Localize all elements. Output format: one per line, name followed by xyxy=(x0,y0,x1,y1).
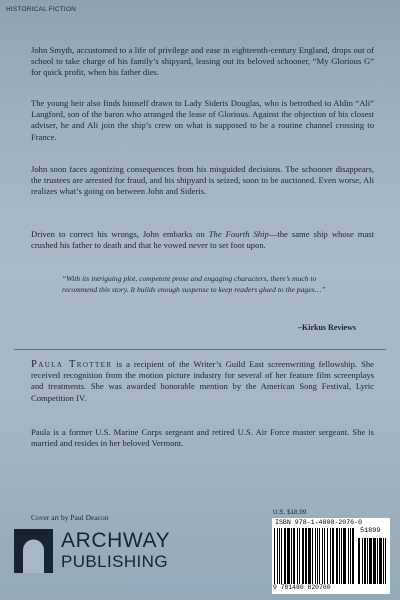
author-bio-1 xyxy=(31,359,374,404)
isbn-text: ISBN 978-1-4808-2076-0 xyxy=(275,519,363,526)
barcode-bar xyxy=(327,528,328,584)
blurb-paragraph-1 xyxy=(31,45,374,79)
barcode-bar xyxy=(369,538,372,584)
barcode-bar xyxy=(312,528,313,584)
addon-barcode-bars xyxy=(358,538,387,584)
barcode-bar xyxy=(279,528,280,584)
barcode-bar xyxy=(373,538,376,584)
barcode-digits: 9 781480 820760 xyxy=(273,584,331,591)
ean-barcode-bars xyxy=(274,528,356,584)
barcode-bar xyxy=(291,528,292,584)
blurb-paragraph-3 xyxy=(31,164,374,198)
cover-art-credit: Cover art by Paul Deacon xyxy=(31,513,109,522)
barcode-bar xyxy=(358,538,360,584)
barcode-bar xyxy=(274,528,275,584)
barcode-bar xyxy=(367,538,368,584)
barcode-bar xyxy=(332,528,334,584)
barcode-bar xyxy=(377,538,378,584)
barcode-bar xyxy=(302,528,304,584)
barcode-bar xyxy=(281,528,282,584)
barcode-bar xyxy=(348,528,349,584)
blurb-paragraph-2 xyxy=(31,98,374,143)
blurb-text-4 xyxy=(31,229,374,251)
review-source: –Kirkus Reviews xyxy=(298,323,356,332)
blurb-paragraph-4 xyxy=(31,229,374,251)
blurb-text-1: John Smyth, accustomed to a life of privilege and ease in eighteenth-century England, drops out of school to take charge of his family’s shipyard, leasing out its beloved schooner, “My Glorious G” for quick profit, when his father dies. xyxy=(31,45,374,78)
price-label: U.S. $18.99 xyxy=(273,509,307,516)
barcode-bar xyxy=(343,528,346,584)
review-quote: “With its intriguing plot, competent prose and engaging characters, there’s much to recommend this story. It builds enough suspense to keep readers glued to the pages…” xyxy=(62,274,326,294)
barcode-bar xyxy=(284,528,286,584)
author-bio-2: Paula is a former U.S. Marine Corps sergeant and retired U.S. Air Force master sergeant. She is married and resides in her beloved Vermont. xyxy=(31,427,374,449)
barcode-bar xyxy=(336,528,338,584)
barcode-bar xyxy=(364,538,366,584)
blurb-text-2: The young heir also finds himself drawn to Lady Sideris Douglas, who is betrothed to Aldin “Ali” Langford, son of the baron who arranged the lease of Glorious. Against the objection of his closest adviser, he and Ali join the ship’s crew on what is supposed to be a routine channel crossing to France. xyxy=(31,98,374,142)
barcode-bar xyxy=(293,528,295,584)
barcode-bar xyxy=(379,538,382,584)
publisher-logo xyxy=(14,527,224,577)
barcode-bar xyxy=(287,528,290,584)
barcode-bar xyxy=(277,528,278,584)
blurb-text-3: John soon faces agonizing consequences from his misguided decisions. The schooner disappears, the trustees are arrested for fraud, and his shipyard is seized, soon to be auctioned. Even worse, Ali realizes what’s going on between John and Sideris. xyxy=(31,164,374,197)
barcode-bar xyxy=(341,528,342,584)
publisher-name-line1: ARCHWAY xyxy=(61,529,171,552)
barcode-bar xyxy=(383,538,384,584)
author-bio-1-text: is a recipient of the Writer’s Guild East screenwriting fellowship. She received recognition from the motion picture industry for several of her feature film screenplays and treatments. She was awarded honorable mention by the American Song Festival, Lyric Competition IV. xyxy=(31,359,374,403)
barcode-bar xyxy=(305,528,307,584)
blurb-text-4-end: —the same ship whose mast crushed his father to death and that he vowed never to set foot upon. xyxy=(31,229,375,251)
barcode-bar xyxy=(362,538,363,584)
barcode-bar xyxy=(385,538,386,584)
barcode-bar xyxy=(330,528,331,584)
blurb-text-4-start: Driven to correct his wrongs, John embarks on xyxy=(31,229,209,239)
barcode-bar xyxy=(322,528,323,584)
archway-logo-icon xyxy=(14,529,53,573)
section-divider xyxy=(14,349,386,350)
book-title-mention: The Fourth Ship xyxy=(208,229,269,239)
price-addon-number: 51899 xyxy=(360,527,381,535)
barcode-bar xyxy=(324,528,325,584)
barcode-bar xyxy=(308,528,311,584)
author-name: Paula Trotter xyxy=(31,359,113,370)
barcode-bar xyxy=(352,528,354,584)
barcode-bar xyxy=(339,528,340,584)
barcode-bar xyxy=(297,528,298,584)
barcode-bar xyxy=(299,528,300,584)
barcode-bar xyxy=(317,528,318,584)
barcode-bar xyxy=(315,528,316,584)
genre-label: HISTORICAL FICTION xyxy=(6,6,77,13)
barcode-bar xyxy=(319,528,320,584)
barcode-bar xyxy=(350,528,351,584)
isbn-barcode xyxy=(272,518,390,594)
publisher-name-line2: PUBLISHING xyxy=(61,552,168,571)
